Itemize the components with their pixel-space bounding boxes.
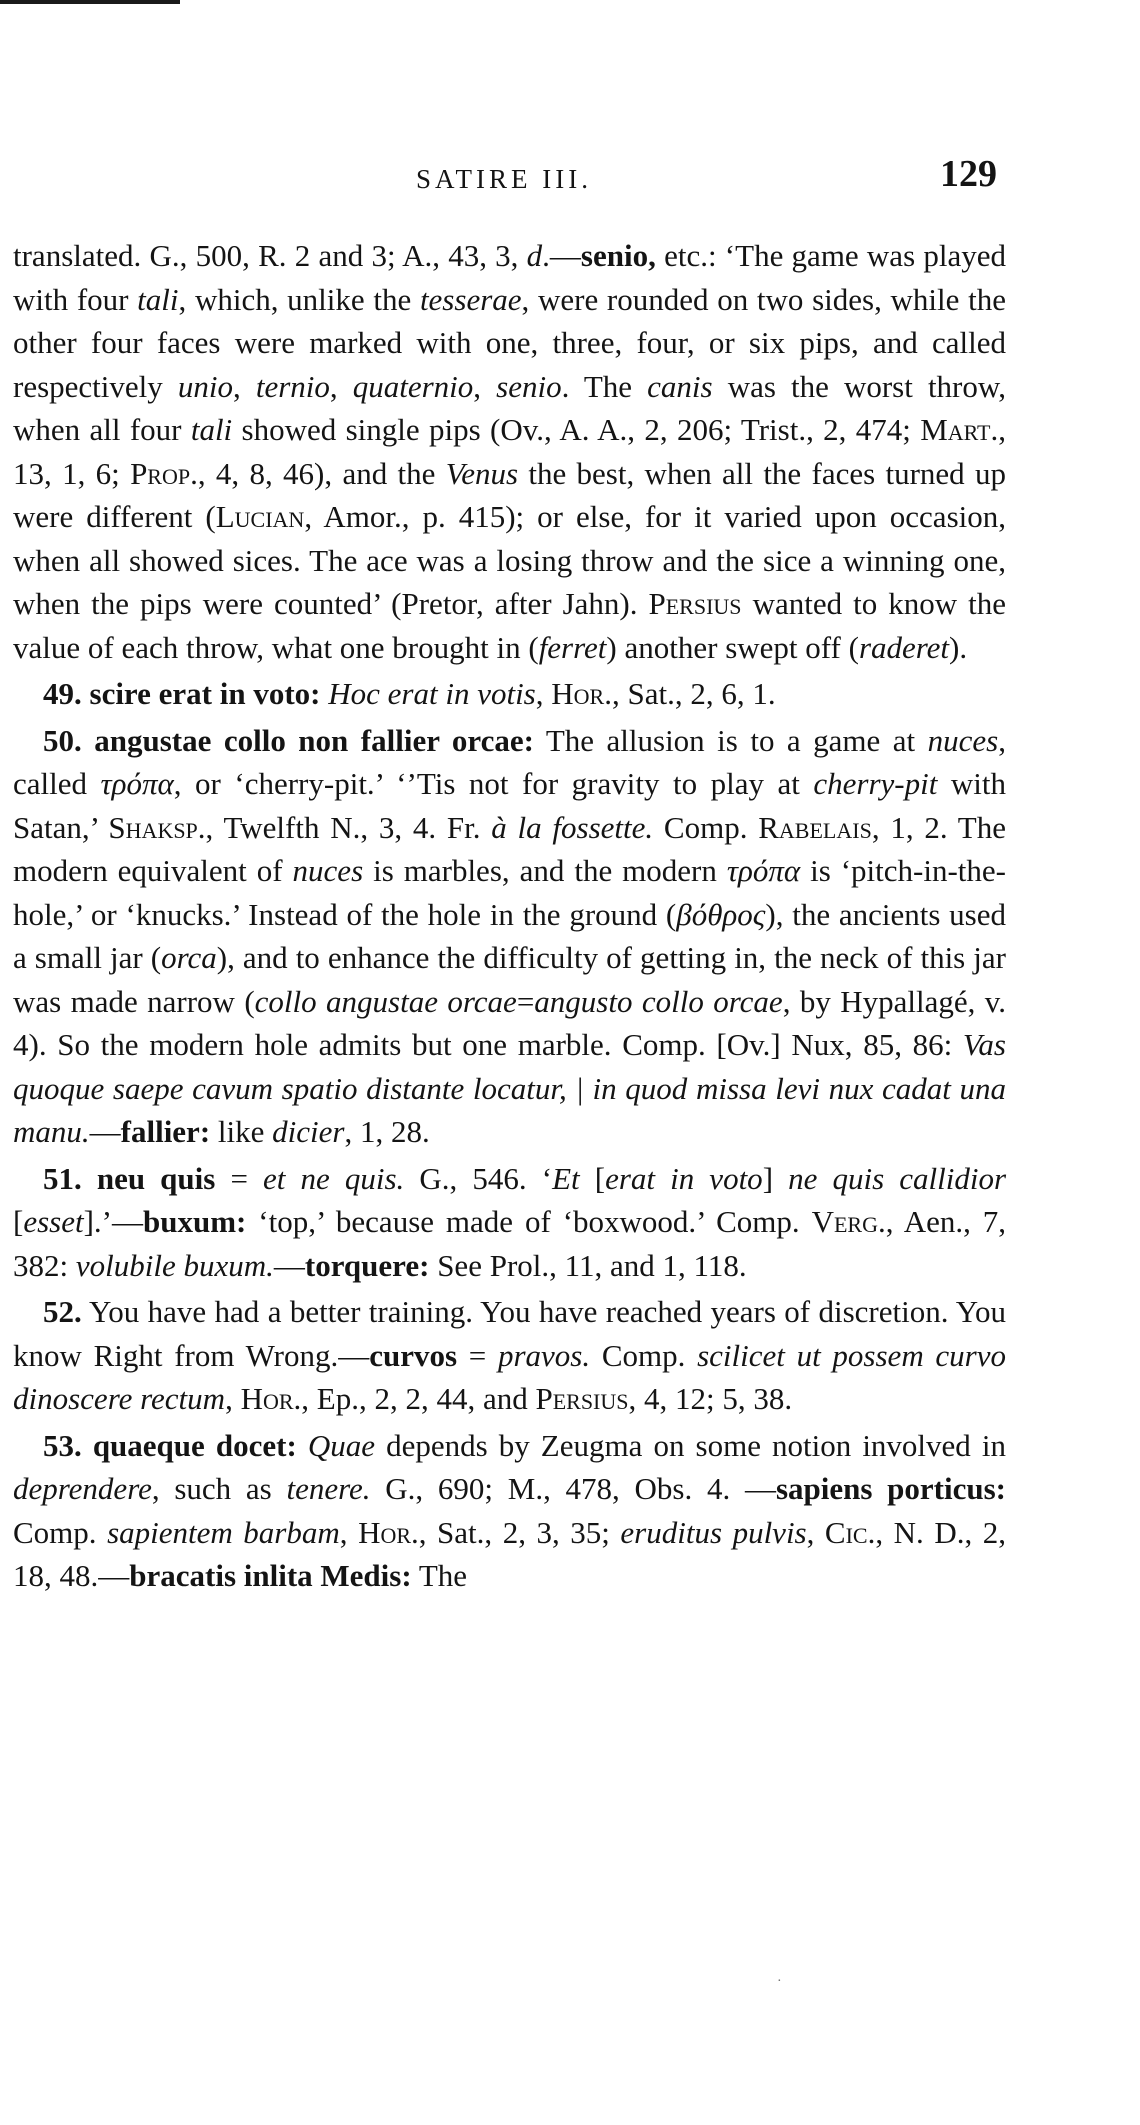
lemma-buxum: buxum: (143, 1204, 247, 1239)
page-header (0, 152, 1140, 212)
lemma-torquere: torquere: (304, 1247, 430, 1283)
commentary-body (13, 234, 1006, 1598)
lemma-bracatis: bracatis inlita Medis: (129, 1558, 412, 1593)
lemma-sapiens-porticus: sapiens porticus: (775, 1471, 1006, 1506)
top-rule (0, 0, 180, 4)
lemma-senio: senio, (580, 238, 656, 273)
lemma-49: 49. scire erat in voto: (43, 676, 321, 711)
note-53: 53. quaeque docet: Quae depends by Zeugma on some notion involved in deprendere, such as tenere. G., 690; M., 478, Obs. 4. —sapiens porticus: Comp. sapientem barbam, Hor., Sat., 2, 3, 35; eruditus pulvis, Cic., N. D., 2, 18, 48.—bracatis inlita Medis: The (13, 1427, 1006, 1593)
page-number: 129 (940, 153, 997, 195)
lemma-52: 52. (43, 1294, 82, 1329)
paragraph-continuation: translated. G., 500, R. 2 and 3; A., 43, 3, d.—senio, etc.: ‘The game was played with four tali, which, unlike the tesserae, were rounded on two sides, while the other four faces were marked with one, three, four, or six pips, and called respectively unio, ternio, quaternio, senio. The canis was the worst throw, when all four tali showed single pips (Ov., A. A., 2, 206; Trist., 2, 474; Mart., 13, 1, 6; Prop., 4, 8, 46), and the Venus the best, when all the faces turned up were different (Lucian, Amor., p. 415); or else, for it varied upon occasion, when all showed sices. The ace was a losing throw and the sice a winning one, when the pips were counted’ (Pretor, after Jahn). Persius wanted to know the value of each throw, what one brought in (ferret) another swept off (raderet). (13, 238, 1007, 665)
note-51: 51. neu quis = et ne quis. G., 546. ‘Et [erat in voto] ne quis callidior [esset].’—buxum: ‘top,’ because made of ‘boxwood.’ Comp. Verg., Aen., 7, 382: volubile buxum.—torquere: See Prol., 11, and 1, 118. (13, 1160, 1007, 1283)
lemma-50: 50. angustae collo non fallier orcae: (43, 722, 534, 758)
lemma-51: 51. neu quis (43, 1160, 216, 1196)
running-head: SATIRE III. (416, 164, 592, 194)
lemma-53: 53. quaeque docet: (43, 1427, 297, 1463)
scan-mark: · (777, 1974, 782, 1989)
lemma-fallier: fallier: (120, 1114, 211, 1149)
note-50: 50. angustae collo non fallier orcae: The allusion is to a game at nuces, called τρόπα, or ‘cherry-pit.’ ‘’Tis not for gravity to play at cherry-pit with Satan,’ Shaksp., Twelfth N., 3, 4. Fr. à la fossette. Comp. Rabelais, 1, 2. The modern equivalent of nuces is marbles, and the modern τρόπα is ‘pitch-in-the-hole,’ or ‘knucks.’ Instead of the hole in the ground (βόθρος), the ancients used a small jar (orca), and to enhance the difficulty of getting in, the neck of this jar was made narrow (collo angustae orcae=angusto collo orcae, by Hypallagé, v. 4). So the modern hole admits but one marble. Comp. [Ov.] Nux, 85, 86: Vas quoque saepe cavum spatio distante locatur, | in quod missa levi nux cadat una manu.—fallier: like dicier, 1, 28. (13, 722, 1007, 1149)
lemma-curvos: curvos (369, 1337, 458, 1373)
note-52: 52. You have had a better training. You have reached years of discretion. You know Right from Wrong.—curvos = pravos. Comp. scilicet ut possem curvo dinoscere rectum, Hor., Ep., 2, 2, 44, and Persius, 4, 12; 5, 38. (13, 1294, 1006, 1416)
note-49: 49. scire erat in voto: Hoc erat in votis, Hor., Sat., 2, 6, 1. (43, 676, 776, 711)
